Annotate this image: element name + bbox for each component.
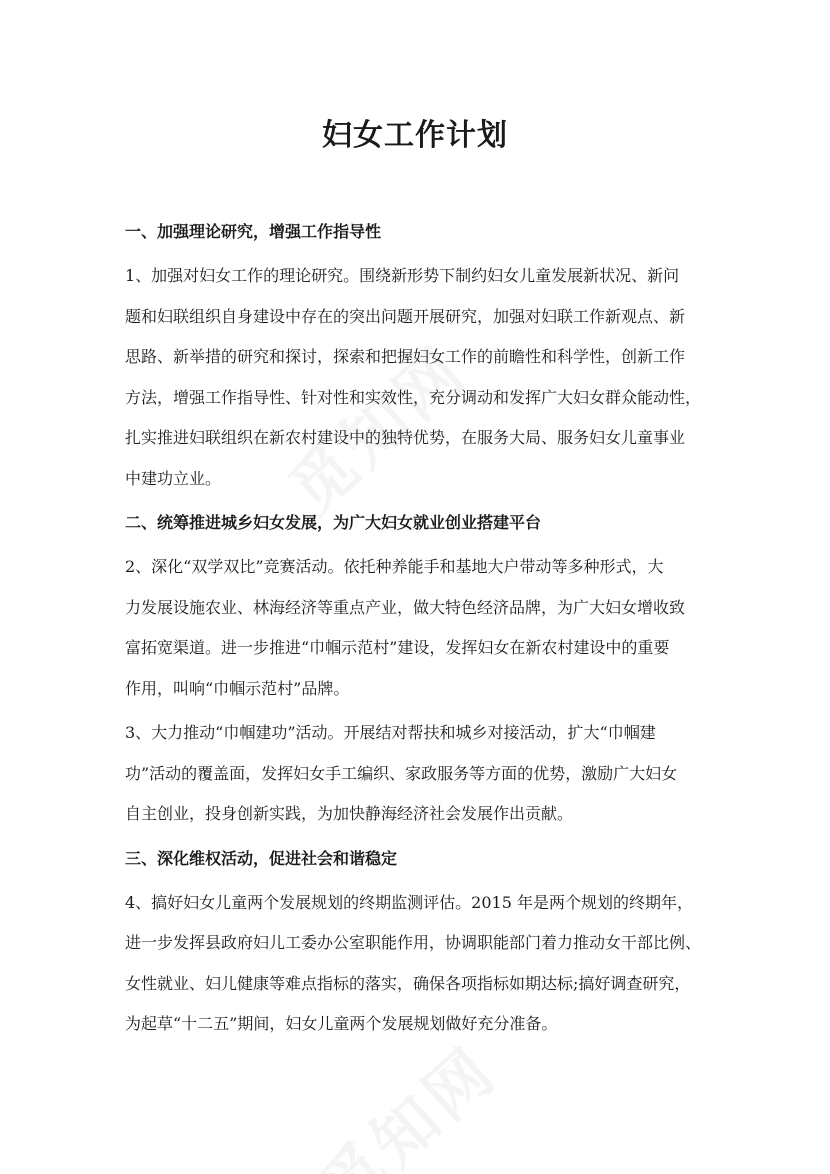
paragraph-line: 方法，增强工作指导性、针对性和实效性，充分调动和发挥广大妇女群众能动性， — [125, 387, 702, 407]
paragraph-line: 女性就业、妇儿健康等难点指标的落实，确保各项指标如期达标;搞好调查研究， — [125, 973, 691, 993]
paragraph — [125, 547, 720, 709]
paragraph-line: 题和妇联组织自身建设中存在的突出问题开展研究，加强对妇联工作新观点、新 — [125, 306, 686, 326]
paragraph-line: 4、搞好妇女儿童两个发展规划的终期监测评估。2015 年是两个规划的终期年， — [125, 892, 693, 912]
paragraph-line: 为起草“十二五”期间，妇女儿童两个发展规划做好充分准备。 — [125, 1014, 558, 1033]
paragraph-line: 作用，叫响“巾帼示范村”品牌。 — [125, 678, 350, 698]
paragraph-line: 扎实推进妇联组织在新农村建设中的独特优势，在服务大局、服务妇女儿童事业 — [125, 428, 686, 447]
paragraph — [125, 883, 720, 1045]
paragraph-line: 自主创业，投身创新实践，为加快静海经济社会发展作出贡献。 — [125, 804, 574, 823]
paragraph — [125, 713, 720, 835]
paragraph-line: 1、加强对妇女工作的理论研究。围绕新形势下制约妇女儿童发展新状况、新问 — [125, 266, 680, 285]
paragraph-line: 功”活动的覆盖面，发挥妇女手工编织、家政服务等方面的优势，激励广大妇女 — [125, 763, 678, 783]
paragraph-line: 富拓宽渠道。进一步推进“巾帼示范村”建设，发挥妇女在新农村建设中的重要 — [125, 638, 670, 657]
paragraph-line: 进一步发挥县政府妇儿工委办公室职能作用，协调职能部门着力推动女干部比例、 — [125, 933, 702, 952]
document-body — [125, 212, 720, 1049]
paragraph-line: 思路、新举措的研究和探讨，探索和把握妇女工作的前瞻性和科学性，创新工作 — [125, 347, 686, 366]
paragraph — [125, 256, 720, 499]
section-heading: 三、深化维权活动，促进社会和谐稳定 — [125, 848, 398, 868]
paragraph-line: 力发展设施农业、林海经济等重点产业，做大特色经济品牌，为广大妇女增收致 — [125, 597, 686, 617]
paragraph-line: 中建功立业。 — [125, 468, 222, 488]
paragraph-line: 2、深化“双学双比”竞赛活动。依托种养能手和基地大户带动等多种形式，大 — [125, 557, 664, 576]
section-heading: 二、统筹推进城乡妇女发展，为广大妇女就业创业搭建平台 — [125, 513, 542, 532]
section-heading: 一、加强理论研究，增强工作指导性 — [125, 222, 382, 241]
document-title: 妇女工作计划 — [322, 118, 508, 153]
paragraph-line: 3、大力推动“巾帼建功”活动。开展结对帮扶和城乡对接活动，扩大“巾帼建 — [125, 723, 656, 742]
